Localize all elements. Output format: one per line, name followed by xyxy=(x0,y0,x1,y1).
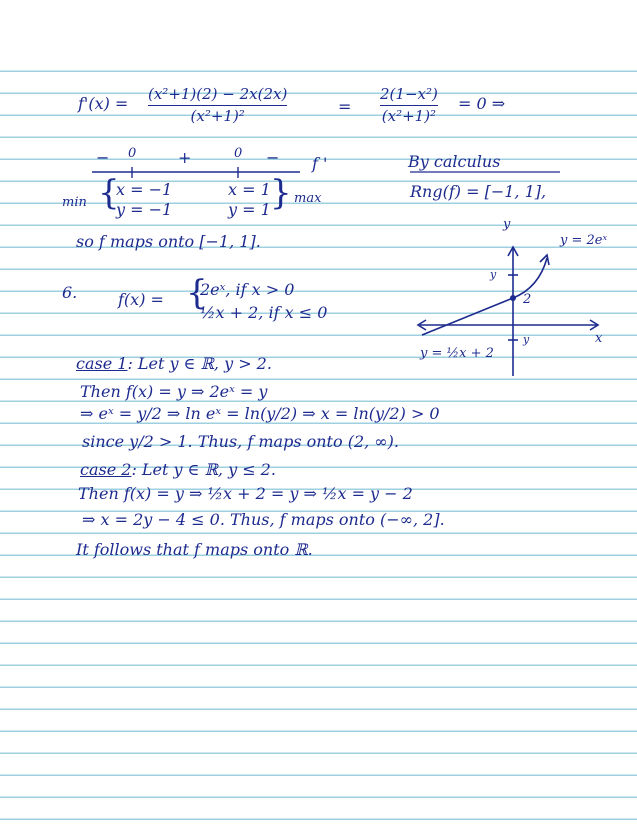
curve-label: y = 2eˣ xyxy=(560,233,608,248)
min-y-value: y = −1 xyxy=(116,200,173,219)
line-label: y = ½x + 2 xyxy=(420,346,494,361)
graph-y-label: y xyxy=(503,217,511,232)
case-2-label: case 2 xyxy=(80,460,132,479)
work-line-2: Then f(x) = y ⇒ 2eˣ = y xyxy=(80,382,268,401)
piecewise-lhs: f(x) = xyxy=(118,290,164,309)
case-2-text: : Let y ∈ ℝ, y ≤ 2. xyxy=(131,460,276,479)
max-brace: } xyxy=(270,173,292,213)
problem-number: 6. xyxy=(62,283,78,302)
graph-x-label: x xyxy=(595,331,603,346)
linear-piece xyxy=(422,298,513,335)
case-1-line xyxy=(76,356,272,372)
derivative-equals: = xyxy=(338,97,352,116)
piecewise-case-a: 2eˣ, if x > 0 xyxy=(200,280,295,299)
fraction-1-numerator: (x²+1)(2) − 2x(2x) xyxy=(148,85,288,103)
intercept-point xyxy=(510,295,516,301)
intercept-label: 2 xyxy=(523,292,532,307)
tick-label-upper: y xyxy=(490,268,497,281)
piecewise-case-b: ½x + 2, if x ≤ 0 xyxy=(200,303,328,322)
tick-label-lower: y xyxy=(523,333,530,346)
fprime-label: f ' xyxy=(312,154,328,173)
sign-zero-left: 0 xyxy=(128,146,137,161)
piecewise-brace: { xyxy=(186,273,208,313)
work-line-8: It follows that f maps onto ℝ. xyxy=(76,540,313,559)
min-x-value: x = −1 xyxy=(116,180,173,199)
work-line-7: ⇒ x = 2y − 4 ≤ 0. Thus, f maps onto (−∞, 2]. xyxy=(82,510,445,529)
case-2-line xyxy=(80,462,276,478)
calculus-line-1: By calculus xyxy=(408,152,501,171)
work-line-3: ⇒ eˣ = y/2 ⇒ ln eˣ = ln(y/2) ⇒ x = ln(y/2) > 0 xyxy=(80,404,440,423)
sign-positive: + xyxy=(178,148,192,167)
max-x-value: x = 1 xyxy=(228,180,271,199)
fraction-2-denominator: (x²+1)² xyxy=(381,106,437,125)
sign-negative-left: − xyxy=(96,148,110,167)
work-line-6: Then f(x) = y ⇒ ½x + 2 = y ⇒ ½x = y − 2 xyxy=(78,484,413,503)
max-y-value: y = 1 xyxy=(228,200,271,219)
fraction-2-numerator: 2(1−x²) xyxy=(380,85,438,103)
case-1-label: case 1 xyxy=(76,354,128,373)
derivative-rhs: = 0 ⇒ xyxy=(458,94,506,113)
work-line-4: since y/2 > 1. Thus, f maps onto (2, ∞). xyxy=(82,432,399,451)
min-brace: { xyxy=(98,173,120,213)
sign-negative-right: − xyxy=(266,148,280,167)
calculus-line-2: Rng(f) = [−1, 1], xyxy=(410,182,547,201)
sign-zero-right: 0 xyxy=(234,146,243,161)
max-label: max xyxy=(294,191,322,206)
onto-statement: so f maps onto [−1, 1]. xyxy=(76,232,261,251)
fraction-1-denominator: (x²+1)² xyxy=(190,106,245,125)
min-label: min xyxy=(62,195,87,210)
case-1-text: : Let y ∈ ℝ, y > 2. xyxy=(127,354,272,373)
derivative-lhs: f'(x) = xyxy=(78,94,129,113)
